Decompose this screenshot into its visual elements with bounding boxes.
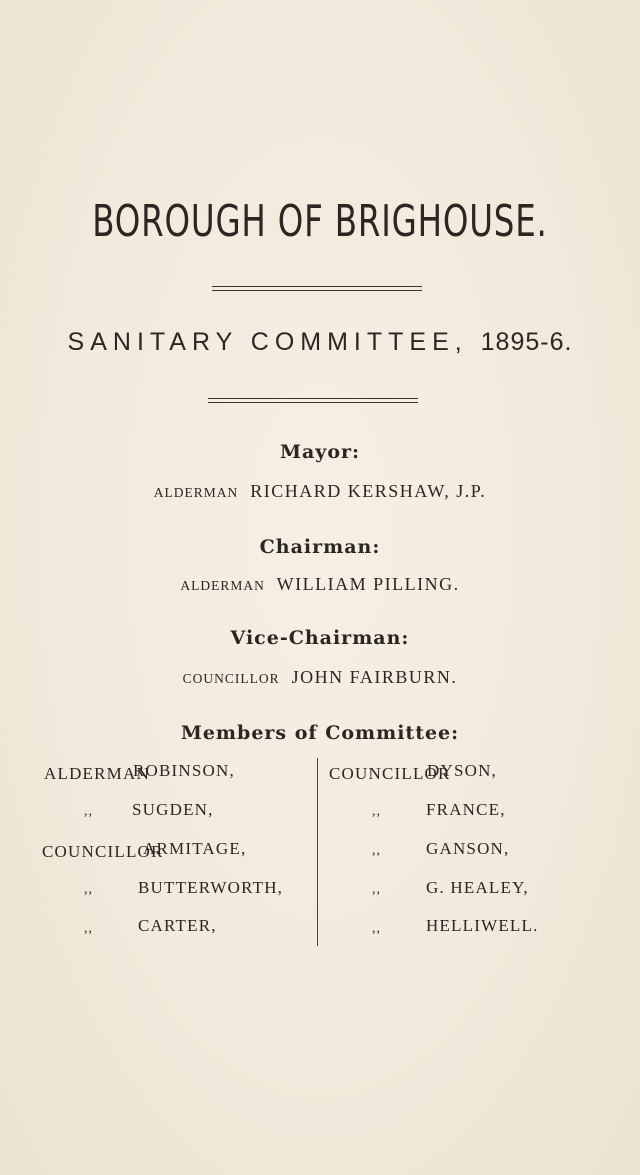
chairman-name: WILLIAM PILLING.	[276, 574, 460, 594]
right-member-3-title: ,,	[372, 843, 381, 858]
page-title: BOROUGH OF BRIGHOUSE.	[92, 196, 548, 247]
mayor-title: ALDERMAN	[153, 485, 239, 500]
double-rule-top	[212, 286, 422, 291]
vice-chairman-title: COUNCILLOR	[182, 671, 280, 686]
mayor-line	[0, 481, 640, 502]
right-member-2-title: ,,	[372, 804, 381, 819]
right-member-5-title: ,,	[372, 921, 381, 936]
chairman-heading: Chairman:	[259, 536, 381, 558]
column-divider	[317, 758, 318, 946]
subtitle-year: 1895-6.	[480, 328, 573, 356]
left-member-4-title: ,,	[84, 882, 93, 897]
right-member-1-name: DYSON,	[427, 761, 498, 780]
mayor-name: RICHARD KERSHAW, J.P.	[250, 481, 487, 501]
left-member-5-name: CARTER,	[138, 916, 217, 935]
vice-chairman-line	[0, 667, 640, 688]
left-member-2-title: ,,	[84, 804, 93, 819]
mayor-heading: Mayor:	[279, 441, 361, 463]
left-member-1-title: ALDERMAN	[44, 764, 150, 783]
chairman-line	[0, 574, 640, 595]
subtitle-label: SANITARY COMMITTEE,	[67, 328, 468, 356]
right-member-5-name: HELLIWELL.	[426, 916, 539, 935]
right-member-3-name: GANSON,	[426, 839, 510, 858]
chairman-title: ALDERMAN	[180, 578, 265, 593]
double-rule-bottom	[208, 398, 418, 403]
left-member-1-name: ROBINSON,	[133, 761, 235, 780]
left-member-3-title: COUNCILLOR	[42, 842, 164, 861]
right-member-4-name: G. HEALEY,	[426, 878, 529, 897]
committee-subtitle	[0, 328, 640, 357]
vice-chairman-heading: Vice-Chairman:	[230, 627, 410, 649]
left-member-2-name: SUGDEN,	[132, 800, 214, 819]
vice-chairman-name: JOHN FAIRBURN.	[291, 667, 458, 687]
left-member-4-name: BUTTERWORTH,	[138, 878, 284, 897]
right-member-1-title: COUNCILLOR	[329, 764, 451, 783]
members-heading: Members of Committee:	[180, 722, 460, 744]
left-member-5-title: ,,	[84, 921, 93, 936]
left-member-3-name: ARMITAGE,	[143, 839, 247, 858]
right-member-4-title: ,,	[372, 882, 381, 897]
right-member-2-name: FRANCE,	[426, 800, 506, 819]
